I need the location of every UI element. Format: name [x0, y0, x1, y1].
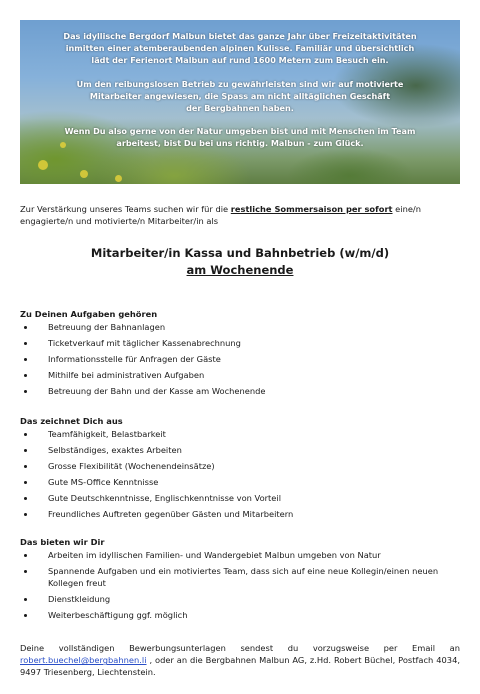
- list-item: Freundliches Auftreten gegenüber Gästen und Mitarbeitern: [20, 509, 460, 521]
- tasks-list: [20, 322, 460, 398]
- offer-list: [20, 550, 460, 621]
- banner-text: [20, 30, 460, 161]
- banner-paragraph-2: Um den reibungslosen Betrieb zu gewährleisten sind wir auf motivierte Mitarbeiter angewiesen, die Spass am nicht alltäglichen Geschäft der Bergbahnen haben.: [76, 78, 404, 114]
- list-item: Mithilfe bei administrativen Aufgaben: [20, 370, 460, 382]
- intro-before: Zur Verstärkung unseres Teams suchen wir für die: [20, 204, 231, 214]
- intro-after: eine/n engagierte/n und motivierte/n Mitarbeiter/in als: [20, 204, 421, 226]
- intro-emphasis: restliche Sommersaison per sofort: [230, 204, 393, 214]
- profile-section: [20, 415, 460, 525]
- footer-after: , oder an die Bergbahnen Malbun AG, z.Hd. Robert Büchel, Postfach 4034, 9497 Triesenberg, Liechtenstein.: [20, 655, 460, 678]
- list-item: Gute Deutschkenntnisse, Englischkenntnisse von Vorteil: [20, 493, 460, 505]
- footer-before: Deine vollständigen Bewerbungsunterlagen sendest du vorzugsweise per Email an: [20, 643, 460, 653]
- job-title-line-2: am Wochenende: [186, 263, 294, 277]
- profile-list: [20, 429, 460, 521]
- list-item: Informationsstelle für Anfragen der Gäste: [20, 354, 460, 366]
- list-item: Spannende Aufgaben und ein motiviertes Team, dass sich auf eine neue Kollegin/einen neuen Kollegen freut: [20, 566, 460, 589]
- intro-text: [20, 203, 460, 227]
- tasks-section: [20, 308, 460, 402]
- list-item: Selbständiges, exaktes Arbeiten: [20, 445, 460, 457]
- list-item: Dienstkleidung: [20, 594, 460, 606]
- flower-decoration: [115, 175, 122, 182]
- list-item: Weiterbeschäftigung ggf. möglich: [20, 610, 460, 622]
- profile-heading: Das zeichnet Dich aus: [20, 416, 123, 426]
- list-item: Teamfähigkeit, Belastbarkeit: [20, 429, 460, 441]
- list-item: Betreuung der Bahn und der Kasse am Wochenende: [20, 386, 460, 398]
- tasks-heading: Zu Deinen Aufgaben gehören: [20, 309, 158, 319]
- job-title-line-1: Mitarbeiter/in Kassa und Bahnbetrieb (w/m/d): [90, 246, 390, 260]
- flower-decoration: [38, 160, 48, 170]
- list-item: Betreuung der Bahnanlagen: [20, 322, 460, 334]
- list-item: Grosse Flexibilität (Wochenendeinsätze): [20, 461, 460, 473]
- job-title: [20, 245, 460, 279]
- list-item: Gute MS-Office Kenntnisse: [20, 477, 460, 489]
- email-link[interactable]: robert.buechel@bergbahnen.li: [20, 655, 147, 666]
- flower-decoration: [80, 170, 88, 178]
- offer-heading: Das bieten wir Dir: [20, 537, 105, 547]
- application-footer: [20, 642, 460, 679]
- banner-paragraph-1: Das idyllische Bergdorf Malbun bietet das ganze Jahr über Freizeitaktivitäten inmitten einer atemberaubenden alpinen Kulisse. Familiär und übersichtlich lädt der Ferienort Malbun auf rund 1600 Metern zum Besuch ein.: [63, 31, 417, 66]
- banner-paragraph-3: Wenn Du also gerne von der Natur umgeben bist und mit Menschen im Team arbeitest, bist Du bei uns richtig. Malbun - zum Glück.: [64, 126, 416, 149]
- list-item: Ticketverkauf mit täglicher Kassenabrechnung: [20, 338, 460, 350]
- offer-section: [20, 536, 460, 626]
- list-item: Arbeiten im idyllischen Familien- und Wandergebiet Malbun umgeben von Natur: [20, 550, 460, 562]
- header-banner: [20, 20, 460, 184]
